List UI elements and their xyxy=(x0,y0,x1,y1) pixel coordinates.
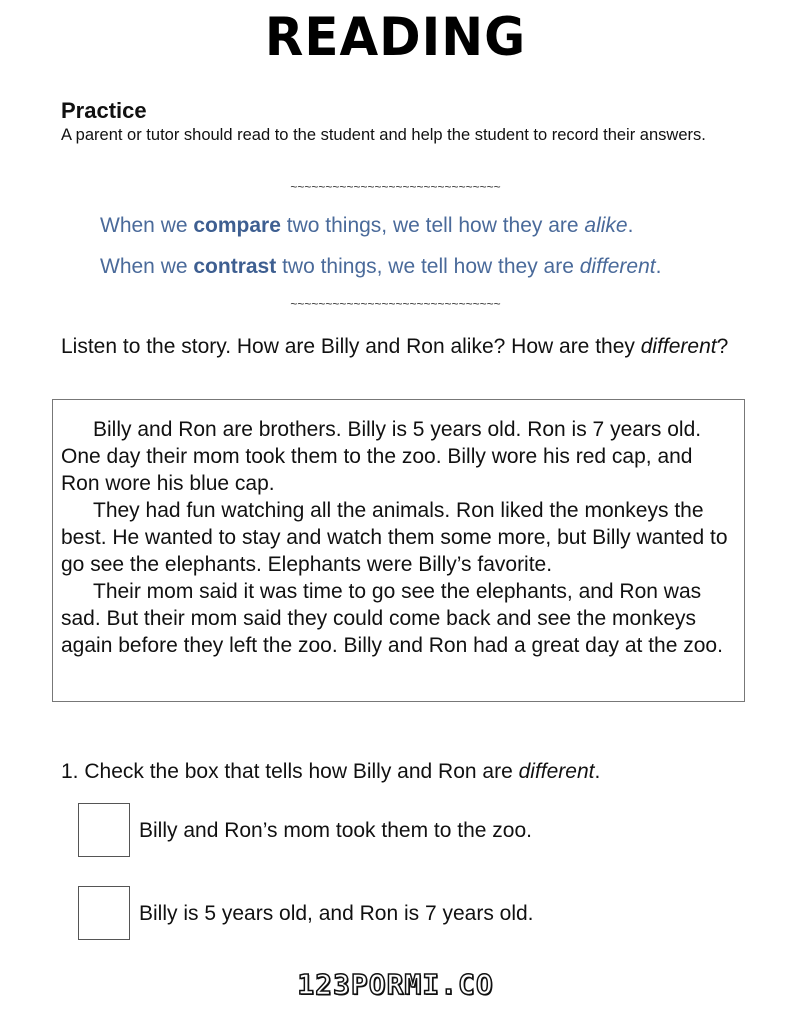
answer-checkbox-2[interactable] xyxy=(78,886,130,940)
answer-checkbox-1[interactable] xyxy=(78,803,130,857)
answer-option-2: Billy is 5 years old, and Ron is 7 years old. xyxy=(139,902,534,925)
question-intro-italic: different xyxy=(640,335,717,358)
question-intro-tail: ? xyxy=(716,335,729,358)
compare-word: compare xyxy=(193,214,281,237)
footer-site-name: 123PORMI.CO xyxy=(297,968,494,1001)
contrast-pre: When we xyxy=(100,255,194,278)
question-intro xyxy=(61,333,741,360)
question-intro-text: Listen to the story. How are Billy and Ron alike? How are they xyxy=(61,335,641,358)
compare-post: two things, we tell how they are xyxy=(280,214,585,237)
compare-tail: . xyxy=(627,214,634,237)
answer-option-1: Billy and Ron’s mom took them to the zoo. xyxy=(139,819,532,842)
divider-top: ~~~~~~~~~~~~~~~~~~~~~~~~~~~~~~ xyxy=(290,180,501,194)
compare-end: alike xyxy=(584,214,628,237)
instructions-text: A parent or tutor should read to the student and help the student to record their answers. xyxy=(61,126,706,144)
contrast-post: two things, we tell how they are xyxy=(276,255,580,278)
question-1 xyxy=(61,760,600,784)
story-paragraph-1: Billy and Ron are brothers. Billy is 5 years old. Ron is 7 years old. One day their mom took them to the zoo. Billy wore his red cap, and Ron wore his blue cap. xyxy=(61,418,702,495)
question-1-italic: different xyxy=(518,760,595,783)
question-1-tail: . xyxy=(594,760,601,783)
page-title: READING xyxy=(264,6,527,68)
story-paragraph-3: Their mom said it was time to go see the elephants, and Ron was sad. But their mom said they could come back and see the monkeys again before they left the zoo. Billy and Ron had a great day at the zoo. xyxy=(61,580,723,657)
question-1-text: 1. Check the box that tells how Billy and Ron are xyxy=(61,760,519,783)
contrast-tail: . xyxy=(655,255,662,278)
practice-heading: Practice xyxy=(61,98,147,123)
contrast-definition xyxy=(100,255,661,279)
divider-bottom: ~~~~~~~~~~~~~~~~~~~~~~~~~~~~~~ xyxy=(290,297,501,311)
compare-pre: When we xyxy=(100,214,194,237)
story-paragraph-2: They had fun watching all the animals. Ron liked the monkeys the best. He wanted to stay and watch them some more, but Billy wanted to go see the elephants. Elephants were Billy’s favorite. xyxy=(61,499,728,576)
contrast-word: contrast xyxy=(193,255,277,278)
compare-definition xyxy=(100,214,633,238)
story-box xyxy=(52,399,745,702)
contrast-end: different xyxy=(579,255,656,278)
